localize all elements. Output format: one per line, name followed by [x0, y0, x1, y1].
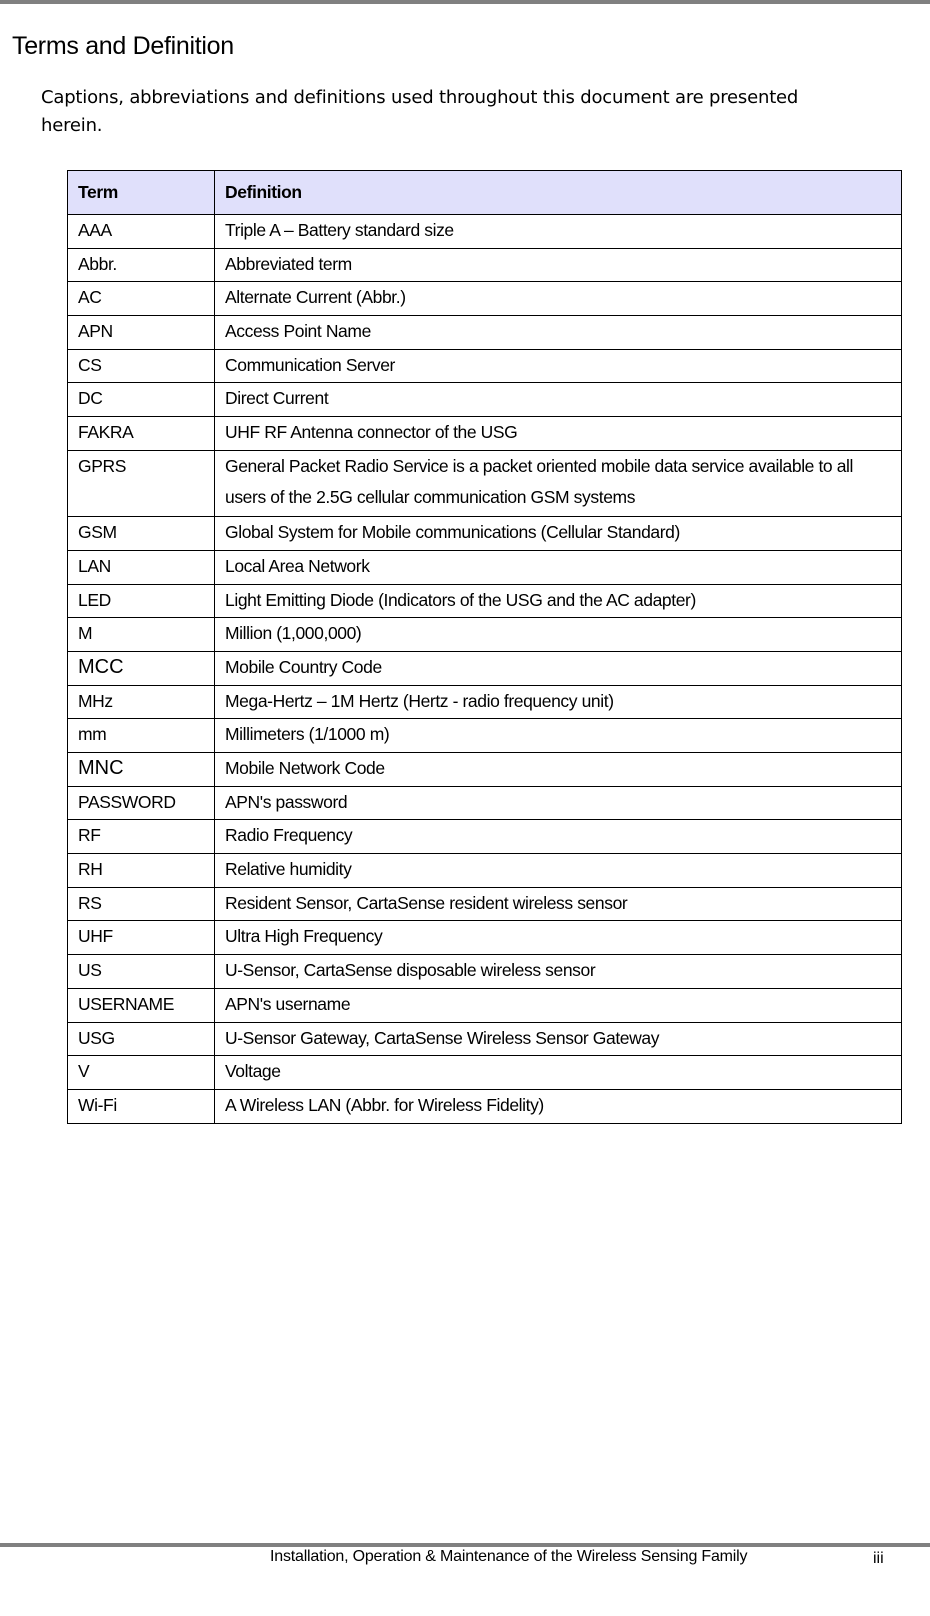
definition-cell: Radio Frequency: [215, 820, 902, 854]
term-cell: LAN: [68, 550, 215, 584]
table-row: [68, 450, 902, 516]
table-row: [68, 618, 902, 652]
table-header-row: [68, 171, 902, 215]
table-row: [68, 753, 902, 787]
table-row: [68, 349, 902, 383]
table-row: [68, 584, 902, 618]
definition-cell: Mobile Network Code: [215, 753, 902, 787]
table-row: [68, 685, 902, 719]
terms-table: [67, 170, 902, 1124]
table-row: [68, 282, 902, 316]
term-cell: APN: [68, 316, 215, 350]
section-title: Terms and Definition: [12, 32, 234, 60]
term-cell: UHF: [68, 921, 215, 955]
term-cell: RF: [68, 820, 215, 854]
table-row: [68, 517, 902, 551]
definition-cell: Alternate Current (Abbr.): [215, 282, 902, 316]
term-cell: US: [68, 955, 215, 989]
definition-cell: Relative humidity: [215, 854, 902, 888]
definition-cell: U-Sensor Gateway, CartaSense Wireless Sensor Gateway: [215, 1022, 902, 1056]
definition-cell: Millimeters (1/1000 m): [215, 719, 902, 753]
table-row: [68, 417, 902, 451]
table-row: [68, 786, 902, 820]
table-row: [68, 383, 902, 417]
table-row: [68, 248, 902, 282]
term-cell: Abbr.: [68, 248, 215, 282]
term-cell: AAA: [68, 215, 215, 249]
term-cell: mm: [68, 719, 215, 753]
term-cell: Wi-Fi: [68, 1089, 215, 1123]
table-row: [68, 820, 902, 854]
definition-cell: Abbreviated term: [215, 248, 902, 282]
table-row: [68, 316, 902, 350]
term-cell: USERNAME: [68, 988, 215, 1022]
term-cell: LED: [68, 584, 215, 618]
table-row: [68, 550, 902, 584]
definition-cell: APN's password: [215, 786, 902, 820]
term-cell: USG: [68, 1022, 215, 1056]
table-row: [68, 988, 902, 1022]
definition-cell: Access Point Name: [215, 316, 902, 350]
definition-cell: A Wireless LAN (Abbr. for Wireless Fidelity): [215, 1089, 902, 1123]
term-cell: AC: [68, 282, 215, 316]
definition-cell: APN's username: [215, 988, 902, 1022]
table-row: [68, 854, 902, 888]
term-cell: CS: [68, 349, 215, 383]
bottom-rule: [0, 1543, 930, 1547]
header-definition: Definition: [215, 171, 902, 215]
definition-cell: UHF RF Antenna connector of the USG: [215, 417, 902, 451]
definition-cell: Global System for Mobile communications (Cellular Standard): [215, 517, 902, 551]
definition-cell: Local Area Network: [215, 550, 902, 584]
definition-cell: Communication Server: [215, 349, 902, 383]
table-row: [68, 1056, 902, 1090]
definition-cell: General Packet Radio Service is a packet oriented mobile data service available to all users of the 2.5G cellular communication GSM systems: [215, 450, 902, 516]
table-row: [68, 215, 902, 249]
intro-paragraph: Captions, abbreviations and definitions used throughout this document are presented herein.: [41, 87, 799, 136]
term-cell: RH: [68, 854, 215, 888]
table-row: [68, 719, 902, 753]
term-cell: GPRS: [68, 450, 215, 516]
term-cell: RS: [68, 887, 215, 921]
term-cell: MHz: [68, 685, 215, 719]
term-cell: V: [68, 1056, 215, 1090]
table-row: [68, 887, 902, 921]
definition-cell: Voltage: [215, 1056, 902, 1090]
term-cell: M: [68, 618, 215, 652]
table-row: [68, 1022, 902, 1056]
definition-cell: U-Sensor, CartaSense disposable wireless sensor: [215, 955, 902, 989]
definition-cell: Triple A – Battery standard size: [215, 215, 902, 249]
definition-cell: Million (1,000,000): [215, 618, 902, 652]
term-cell: FAKRA: [68, 417, 215, 451]
term-cell: GSM: [68, 517, 215, 551]
term-cell: DC: [68, 383, 215, 417]
term-cell: PASSWORD: [68, 786, 215, 820]
definition-cell: Resident Sensor, CartaSense resident wireless sensor: [215, 887, 902, 921]
definition-cell: Mobile Country Code: [215, 651, 902, 685]
footer-text: Installation, Operation & Maintenance of the Wireless Sensing Family: [270, 1548, 748, 1565]
table-row: [68, 955, 902, 989]
table-row: [68, 1089, 902, 1123]
definition-cell: Mega-Hertz – 1M Hertz (Hertz - radio frequency unit): [215, 685, 902, 719]
definition-cell: Ultra High Frequency: [215, 921, 902, 955]
header-term: Term: [68, 171, 215, 215]
term-cell: MCC: [68, 651, 215, 685]
definition-cell: Direct Current: [215, 383, 902, 417]
table-row: [68, 651, 902, 685]
table-row: [68, 921, 902, 955]
definition-cell: Light Emitting Diode (Indicators of the USG and the AC adapter): [215, 584, 902, 618]
page-number: iii: [873, 1550, 884, 1567]
top-rule: [0, 0, 930, 4]
term-cell: MNC: [68, 753, 215, 787]
